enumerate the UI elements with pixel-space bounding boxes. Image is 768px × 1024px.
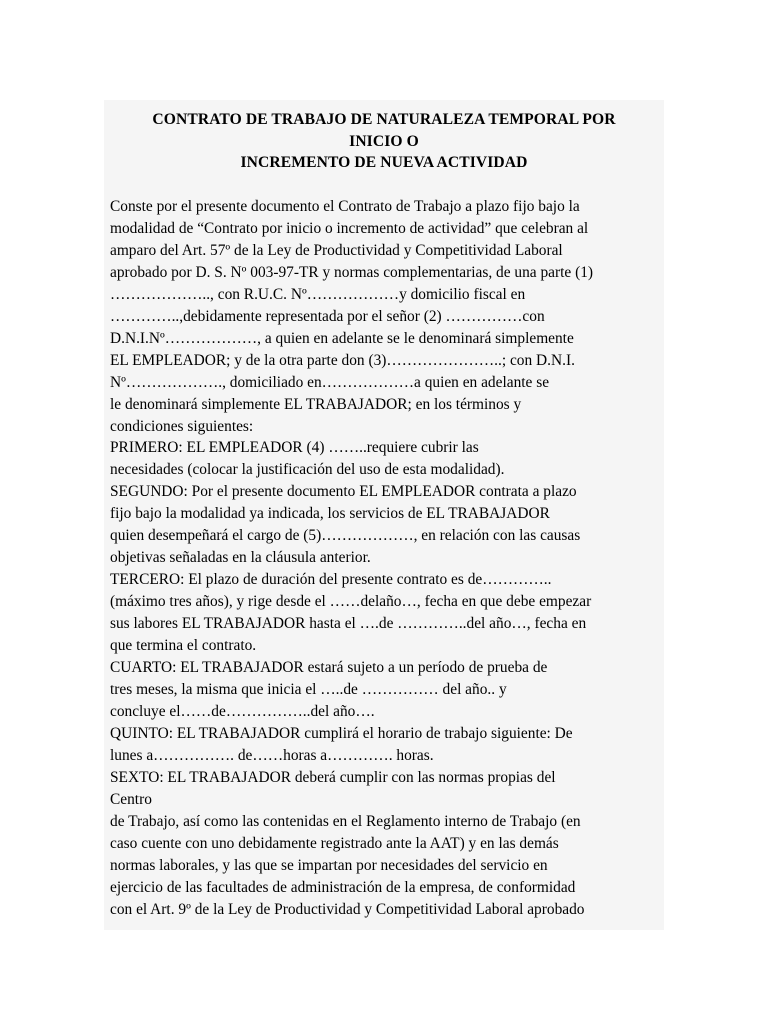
body-line: con el Art. 9º de la Ley de Productividad y Competitividad Laboral aprobado bbox=[110, 900, 585, 918]
body-line: TERCERO: El plazo de duración del presente contrato es de………….. bbox=[110, 571, 552, 589]
body-line: ……………….., con R.U.C. Nº………………y domicilio fiscal en bbox=[110, 285, 526, 303]
body-line: fijo bajo la modalidad ya indicada, los servicios de EL TRABAJADOR bbox=[110, 505, 550, 523]
body-line: Conste por el presente documento el Contrato de Trabajo a plazo fijo bajo la bbox=[110, 198, 580, 215]
body-line: CUARTO: EL TRABAJADOR estará sujeto a un período de prueba de bbox=[110, 659, 548, 677]
body-line: Centro bbox=[110, 790, 152, 808]
body-line: de Trabajo, así como las contenidas en el Reglamento interno de Trabajo (en bbox=[110, 812, 581, 830]
body-line: (máximo tres años), y rige desde el ……delaño…, fecha en que debe empezar bbox=[110, 593, 592, 611]
title-line: CONTRATO DE TRABAJO DE NATURALEZA TEMPORAL POR bbox=[152, 111, 616, 128]
title-line: INCREMENTO DE NUEVA ACTIVIDAD bbox=[240, 154, 528, 171]
body-line: necesidades (colocar la justificación del uso de esta modalidad). bbox=[110, 461, 505, 479]
title-line: INICIO O bbox=[349, 132, 419, 150]
body-line: sus labores EL TRABAJADOR hasta el ….de …………..del año…, fecha en bbox=[110, 615, 587, 633]
body-line: modalidad de “Contrato por inicio o incremento de actividad” que celebran al bbox=[110, 219, 589, 237]
body-line: que termina el contrato. bbox=[110, 637, 257, 655]
body-line: PRIMERO: EL EMPLEADOR (4) ……..requiere cubrir las bbox=[110, 439, 479, 457]
body-line: Nº………………., domiciliado en………………a quien en adelante se bbox=[110, 373, 550, 391]
body-line: objetivas señaladas en la cláusula anterior. bbox=[110, 549, 371, 567]
body-line: lunes a……………. de……horas a…………. horas. bbox=[110, 746, 434, 764]
body-line: …………..,debidamente representada por el señor (2) ……………con bbox=[110, 307, 545, 325]
document-body bbox=[110, 196, 666, 920]
body-line: EL EMPLEADOR; y de la otra parte don (3)…………………..; con D.N.I. bbox=[110, 351, 575, 369]
body-line: caso cuente con uno debidamente registrado ante la AAT) y en las demás bbox=[110, 834, 559, 852]
body-line: tres meses, la misma que inicia el …..de …………… del año.. y bbox=[110, 680, 507, 698]
body-line: SEGUNDO: Por el presente documento EL EMPLEADOR contrata a plazo bbox=[110, 483, 577, 501]
body-line: ejercicio de las facultades de administración de la empresa, de conformidad bbox=[110, 878, 576, 896]
body-line: condiciones siguientes: bbox=[110, 417, 254, 435]
body-line: concluye el……de……………..del año…. bbox=[110, 702, 375, 720]
body-line: quien desempeñará el cargo de (5)………………, en relación con las causas bbox=[110, 527, 581, 545]
body-line: D.N.I.Nº………………, a quien en adelante se le denominará simplemente bbox=[110, 329, 574, 347]
body-line: QUINTO: EL TRABAJADOR cumplirá el horario de trabajo siguiente: De bbox=[110, 724, 573, 742]
body-line: le denominará simplemente EL TRABAJADOR; en los términos y bbox=[110, 395, 522, 413]
body-line: SEXTO: EL TRABAJADOR deberá cumplir con las normas propias del bbox=[110, 768, 556, 786]
body-line: aprobado por D. S. Nº 003-97-TR y normas complementarias, de una parte (1) bbox=[110, 263, 594, 281]
body-line: normas laborales, y las que se impartan por necesidades del servicio en bbox=[110, 856, 548, 874]
document-title bbox=[104, 109, 664, 174]
body-line: amparo del Art. 57º de la Ley de Productividad y Competitividad Laboral bbox=[110, 241, 563, 259]
